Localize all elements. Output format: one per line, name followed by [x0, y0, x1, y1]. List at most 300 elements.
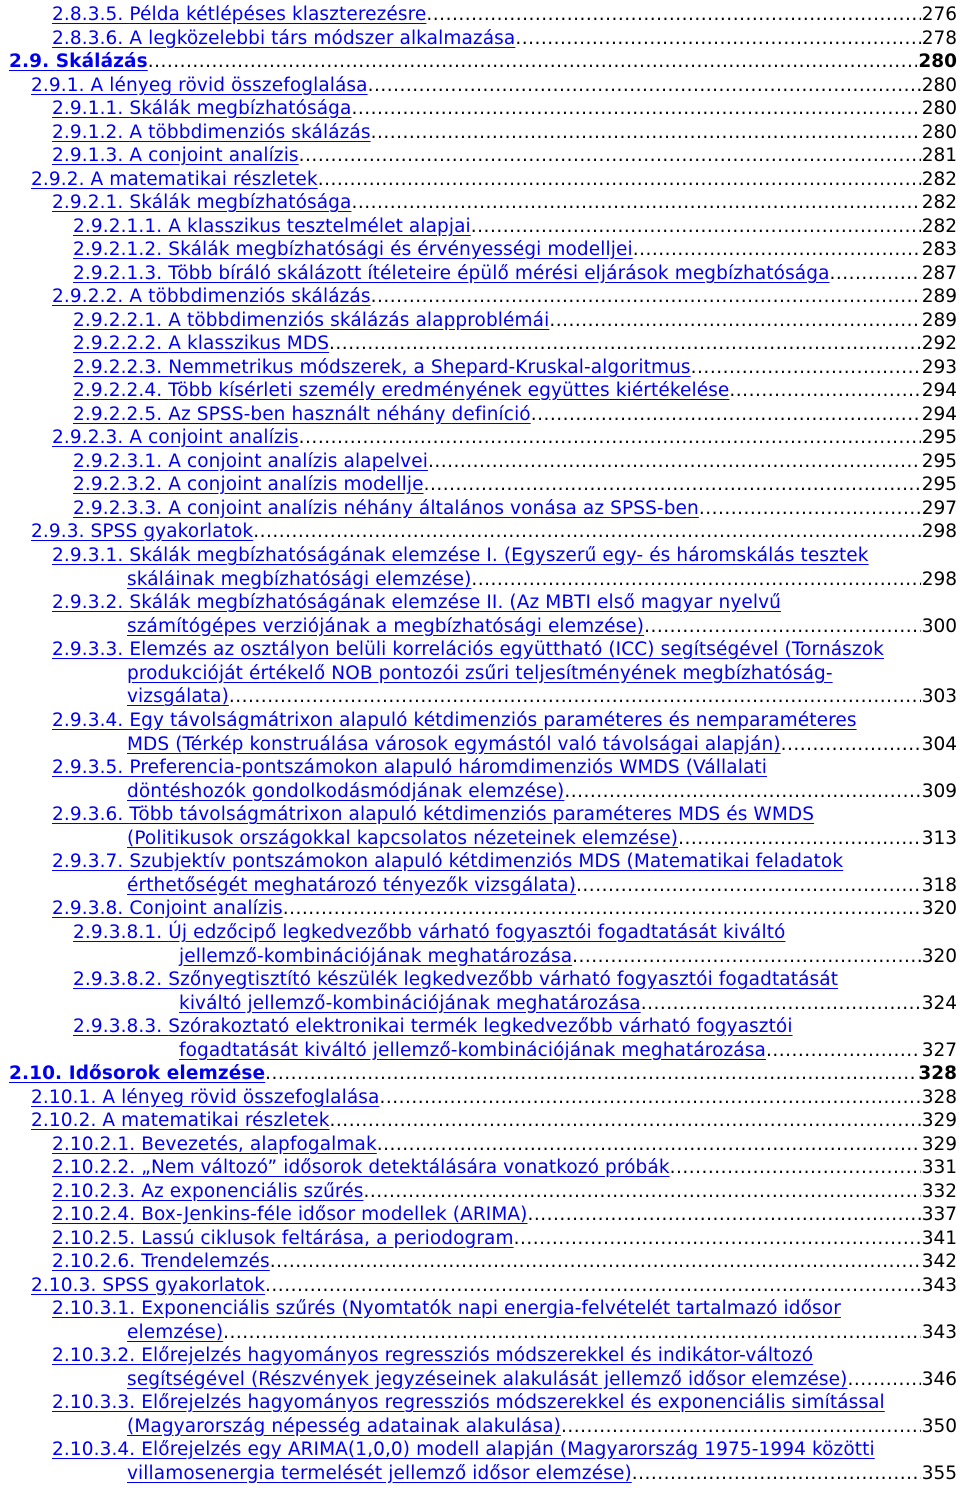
leader-dots: [223, 1321, 921, 1345]
toc-entry-page: 343: [921, 1321, 957, 1343]
toc-entry[interactable]: [0, 850, 957, 897]
toc-entry-link[interactable]: [52, 709, 857, 733]
toc-entry[interactable]: [0, 3, 957, 27]
toc-entry-page: 280: [918, 51, 957, 72]
toc-entry-number: 2.10.3.3.: [52, 1392, 142, 1413]
toc-entry-title: Exponenciális szűrés (Nyomtatók napi energia-felvételét tartalmazó idősor: [141, 1298, 841, 1319]
toc-entry-page: 343: [921, 1275, 957, 1296]
toc-entry-link[interactable]: [52, 544, 869, 568]
toc-entry-title: A klasszikus MDS: [168, 333, 330, 354]
leader-dots: [531, 403, 921, 427]
toc-entry-link[interactable]: elemzése): [127, 1321, 224, 1343]
toc-entry-link[interactable]: [52, 897, 283, 921]
toc-entry-number: 2.10.: [9, 1063, 69, 1084]
toc-entry-title: SPSS gyakorlatok: [90, 521, 254, 542]
toc-entry-link[interactable]: (Magyarország népesség adatainak alakulása): [127, 1415, 561, 1437]
toc-entry-page: 350: [921, 1415, 957, 1437]
toc-entry-link[interactable]: [73, 238, 633, 262]
toc-entry[interactable]: [0, 1180, 957, 1204]
toc-entry-link[interactable]: [52, 803, 814, 827]
toc-entry-line: [127, 1368, 957, 1392]
toc-entry-line: [52, 1391, 885, 1415]
toc-entry[interactable]: [0, 27, 957, 51]
toc-entry-number: 2.9.3.7.: [52, 851, 130, 872]
leader-dots: [847, 1368, 920, 1392]
toc-entry-line: [127, 1321, 957, 1345]
toc-entry-page: 342: [921, 1251, 957, 1272]
leader-dots: [351, 97, 920, 121]
toc-entry-number: 2.9.2.2.4.: [73, 380, 169, 401]
leader-dots: [424, 473, 921, 497]
leader-dots: [265, 1062, 917, 1086]
toc-entry-page: 282: [921, 192, 957, 213]
toc-entry-title: Szőnyegtisztító készülék legkedvezőbb várható fogyasztói fogadtatását: [168, 969, 839, 990]
toc-entry[interactable]: [0, 50, 957, 74]
toc-entry-page: 324: [921, 992, 957, 1014]
toc-entry-link[interactable]: [9, 50, 148, 74]
toc-entry-title: Skálák megbízhatósági és érvényességi modelljei: [168, 239, 633, 260]
leader-dots: [564, 780, 920, 804]
toc-entry-line: [52, 756, 767, 780]
toc-entry-title: „Nem változó” idősorok detektálására vonatkozó próbák: [141, 1157, 670, 1178]
toc-entry[interactable]: [0, 97, 957, 121]
toc-entry[interactable]: [0, 921, 957, 968]
toc-entry-line: [52, 1344, 813, 1368]
toc-entry-number: 2.9.2.2.5.: [73, 404, 169, 425]
toc-entry-link[interactable]: [31, 1274, 265, 1298]
toc-entry-number: 2.10.2.1.: [52, 1134, 142, 1155]
toc-entry-number: 2.9.2.3.2.: [73, 474, 169, 495]
toc-entry-line: [52, 803, 814, 827]
leader-dots: [699, 497, 921, 521]
toc-entry-title: Előrejelzés egy ARIMA(1,0,0) modell alapján (Magyarország 1975-1994 közötti: [141, 1439, 875, 1460]
toc-entry-title: Bevezetés, alapfogalmak: [141, 1134, 377, 1155]
toc-entry-line: [52, 591, 781, 615]
leader-dots: [318, 168, 921, 192]
toc-entry-number: 2.9.3.8.2.: [73, 969, 169, 990]
leader-dots: [253, 520, 921, 544]
toc-entry-link[interactable]: [52, 191, 351, 215]
toc-entry-number: 2.8.3.5.: [52, 4, 130, 25]
toc-entry-link[interactable]: [73, 1015, 793, 1039]
leader-dots: [283, 897, 921, 921]
toc-entry-page: 276: [921, 4, 957, 25]
toc-entry-title: Egy távolságmátrixon alapuló kétdimenziós paraméteres és nemparaméteres: [129, 710, 857, 731]
toc-entry-number: 2.9.3.1.: [52, 545, 130, 566]
toc-entry-link[interactable]: jellemző-kombinációjának meghatározása: [179, 945, 573, 967]
toc-entry-line: [73, 968, 838, 992]
toc-entry-title: A conjoint analízis: [129, 145, 299, 166]
toc-entry-title: Skálázás: [55, 51, 148, 72]
toc-entry-title: A klasszikus tesztelmélet alapjai: [168, 216, 471, 237]
toc-entry-line: [52, 1438, 875, 1462]
toc-entry-number: 2.9.3.2.: [52, 592, 130, 613]
leader-dots: [299, 144, 921, 168]
toc-entry-number: 2.9.1.1.: [52, 98, 130, 119]
toc-entry-title: Több kísérleti személy eredményének együttes kiértékelése: [168, 380, 730, 401]
toc-entry-number: 2.10.2.2.: [52, 1157, 142, 1178]
toc-entry-link[interactable]: [73, 450, 428, 474]
toc-entry-page: 282: [921, 169, 957, 190]
toc-entry-page: 295: [921, 474, 957, 495]
toc-entry-link[interactable]: [52, 638, 884, 662]
toc-entry-number: 2.9.3.3.: [52, 639, 130, 660]
toc-entry-title: Box-Jenkins-féle idősor modellek (ARIMA): [141, 1204, 528, 1225]
leader-dots: [691, 356, 921, 380]
toc-entry-title: A legközelebbi társ módszer alkalmazása: [129, 28, 516, 49]
toc-entry-link[interactable]: érthetőségét meghatározó tényezők vizsgálata): [127, 874, 577, 896]
toc-entry-link[interactable]: [52, 27, 515, 51]
toc-entry[interactable]: [0, 1344, 957, 1391]
toc-entry-number: 2.9.: [9, 51, 56, 72]
toc-entry-page: 329: [921, 1134, 957, 1155]
toc-entry-line: [127, 662, 957, 686]
toc-entry-title: Skálák megbízhatósága: [129, 192, 352, 213]
leader-dots: [549, 309, 920, 333]
toc-entry-link[interactable]: [52, 121, 371, 145]
toc-entry-line: [179, 992, 957, 1016]
toc-entry-link[interactable]: [52, 1180, 363, 1204]
toc-entry[interactable]: [0, 1227, 957, 1251]
toc-entry-page: 294: [921, 380, 957, 401]
toc-entry-number: 2.10.2.4.: [52, 1204, 142, 1225]
leader-dots: [428, 450, 921, 474]
toc-entry-line: [127, 733, 957, 757]
toc-entry[interactable]: [0, 121, 957, 145]
toc-entry-number: 2.9.2.1.1.: [73, 216, 169, 237]
toc-entry-link[interactable]: [52, 1156, 670, 1180]
toc-entry-link[interactable]: [52, 1227, 514, 1251]
toc-entry-number: 2.10.3.2.: [52, 1345, 142, 1366]
toc-entry-title: A matematikai részletek: [90, 169, 318, 190]
toc-entry[interactable]: [0, 215, 957, 239]
toc-entry-line: [127, 615, 957, 639]
toc-entry-link[interactable]: vizsgálata): [127, 686, 229, 708]
toc-entry-title: A lényeg rövid összefoglalása: [90, 75, 368, 96]
toc-entry[interactable]: [0, 379, 957, 403]
toc-entry-link[interactable]: számítógépes verziójának a megbízhatósági elemzése): [127, 615, 645, 637]
toc-entry-title: Elemzés az osztályon belüli korrelációs együttható (ICC) segítségével (Tornászok: [129, 639, 884, 660]
toc-entry[interactable]: [0, 497, 957, 521]
toc-entry[interactable]: [0, 756, 957, 803]
toc-entry-number: 2.10.3.1.: [52, 1298, 142, 1319]
toc-entry-link[interactable]: [73, 473, 424, 497]
toc-entry-title: Előrejelzés hagyományos regressziós módszerekkel és exponenciális simítással: [141, 1392, 885, 1413]
toc-entry-link[interactable]: villamosenergia termelését jellemző idősor elemzése): [127, 1462, 632, 1484]
toc-entry-title: Több bíráló skálázott ítéleteire épülő mérési eljárások megbízhatósága: [168, 263, 830, 284]
toc-entry-link[interactable]: [52, 1297, 841, 1321]
toc-entry-title: Előrejelzés hagyományos regressziós módszerekkel és indikátor-változó: [141, 1345, 814, 1366]
toc-entry-line: [52, 1297, 841, 1321]
toc-entry-title: Nemmetrikus módszerek, a Shepard-Kruskal-algoritmus: [168, 357, 691, 378]
toc-entry-number: 2.9.1.2.: [52, 122, 130, 143]
toc-entry-title: A conjoint analízis: [129, 427, 299, 448]
toc-entry-link[interactable]: [52, 1250, 270, 1274]
toc-entry-link[interactable]: [73, 379, 729, 403]
toc-entry-page: 337: [921, 1204, 957, 1225]
toc-entry-page: 341: [921, 1228, 957, 1249]
leader-dots: [766, 1039, 921, 1063]
leader-dots: [576, 874, 921, 898]
toc-entry[interactable]: [0, 1156, 957, 1180]
leader-dots: [368, 74, 921, 98]
leader-dots: [471, 215, 921, 239]
toc-entry-page: 298: [921, 568, 957, 590]
toc-entry-page: 329: [921, 1110, 957, 1131]
leader-dots: [644, 615, 921, 639]
toc-entry-link[interactable]: [9, 1062, 265, 1086]
toc-entry-link[interactable]: [73, 403, 531, 427]
toc-entry-title: SPSS gyakorlatok: [102, 1275, 266, 1296]
toc-entry-number: 2.10.2.3.: [52, 1181, 142, 1202]
toc-entry-title: Preferencia-pontszámokon alapuló háromdimenziós WMDS (Vállalati: [129, 757, 767, 778]
toc-entry-link[interactable]: [52, 850, 843, 874]
toc-entry-number: 2.8.3.6.: [52, 28, 130, 49]
toc-entry-title: A többdimenziós skálázás: [129, 122, 371, 143]
toc-entry[interactable]: [0, 1438, 957, 1485]
toc-entry-page: 297: [921, 498, 957, 519]
toc-entry-title: A conjoint analízis modellje: [168, 474, 424, 495]
toc-entry-number: 2.9.2.1.: [52, 192, 130, 213]
toc-entry[interactable]: [0, 426, 957, 450]
toc-entry-title: Skálák megbízhatóságának elemzése I. (Egyszerű egy- és háromskálás tesztek: [129, 545, 869, 566]
toc-entry[interactable]: [0, 1062, 957, 1086]
toc-entry[interactable]: [0, 74, 957, 98]
toc-entry-title: A conjoint analízis néhány általános vonása az SPSS-ben: [168, 498, 699, 519]
toc-entry-link[interactable]: [52, 285, 371, 309]
toc-entry-title: Trendelemzés: [141, 1251, 270, 1272]
toc-entry-number: 2.9.2.3.1.: [73, 451, 169, 472]
toc-entry-page: 318: [921, 874, 957, 896]
leader-dots: [830, 262, 921, 286]
toc-entry-page: 294: [921, 404, 957, 425]
toc-entry-line: [73, 1015, 793, 1039]
toc-entry-link[interactable]: [52, 97, 351, 121]
toc-entry-page: 280: [921, 75, 957, 96]
toc-entry[interactable]: [0, 638, 957, 709]
toc-entry-title: Idősorok elemzése: [68, 1063, 266, 1084]
toc-entry-page: 295: [921, 451, 957, 472]
toc-entry-title: Az exponenciális szűrés: [141, 1181, 364, 1202]
toc-entry-page: 278: [921, 28, 957, 49]
toc-entry[interactable]: [0, 1086, 957, 1110]
toc-entry-number: 2.9.2.1.3.: [73, 263, 169, 284]
leader-dots: [330, 1109, 921, 1133]
toc-entry-line: [52, 544, 869, 568]
toc-entry-page: 327: [921, 1039, 957, 1061]
toc-entry[interactable]: [0, 1203, 957, 1227]
toc-entry-link[interactable]: segítségével (Részvények jegyzéseinek alakulását jellemző idősor elemzése): [127, 1368, 848, 1390]
leader-dots: [514, 1227, 921, 1251]
toc-entry[interactable]: [0, 191, 957, 215]
toc-entry-link[interactable]: [52, 591, 781, 615]
toc-entry-link[interactable]: [52, 426, 299, 450]
toc-entry[interactable]: [0, 803, 957, 850]
toc-entry-link[interactable]: produkcióját értékelő NOB pontozói zsűri teljesítményének megbízhatóság-: [127, 662, 833, 684]
toc-entry-number: 2.10.3.: [31, 1275, 103, 1296]
toc-entry-line: [127, 1462, 957, 1486]
toc-entry-link[interactable]: [73, 309, 549, 333]
toc-entry-title: Conjoint analízis: [129, 898, 283, 919]
leader-dots: [781, 733, 921, 757]
toc-entry-line: [52, 850, 843, 874]
toc-entry[interactable]: [0, 238, 957, 262]
toc-entry-page: 304: [921, 733, 957, 755]
toc-entry-number: 2.9.1.: [31, 75, 91, 96]
leader-dots: [515, 27, 920, 51]
toc-entry-page: 355: [921, 1462, 957, 1484]
toc-entry-link[interactable]: [52, 756, 767, 780]
toc-entry-title: A conjoint analízis alapelvei: [168, 451, 428, 472]
leader-dots: [265, 1274, 921, 1298]
toc-entry[interactable]: [0, 473, 957, 497]
toc-entry-link[interactable]: [73, 921, 785, 945]
toc-entry-number: 2.9.2.2.3.: [73, 357, 169, 378]
toc-entry-link[interactable]: [73, 356, 691, 380]
toc-entry-page: 313: [921, 827, 957, 849]
leader-dots: [363, 1180, 920, 1204]
toc-entry-page: 320: [921, 898, 957, 919]
toc-entry[interactable]: [0, 168, 957, 192]
toc-entry-line: [179, 945, 957, 969]
leader-dots: [670, 1156, 921, 1180]
leader-dots: [148, 50, 918, 74]
toc-entry-link[interactable]: [52, 1133, 377, 1157]
toc-entry-number: 2.9.2.2.: [52, 286, 130, 307]
toc-entry-link[interactable]: [31, 74, 368, 98]
toc-entry-page: 292: [921, 333, 957, 354]
toc-entry-link[interactable]: [73, 262, 830, 286]
leader-dots: [379, 1086, 920, 1110]
toc-entry-page: 283: [921, 239, 957, 260]
toc-entry-number: 2.10.3.4.: [52, 1439, 142, 1460]
toc-entry-link[interactable]: [73, 215, 471, 239]
toc-entry[interactable]: [0, 285, 957, 309]
toc-entry-page: 320: [921, 945, 957, 967]
toc-entry-line: [127, 874, 957, 898]
toc-entry-link[interactable]: [73, 497, 699, 521]
toc-entry-link[interactable]: [52, 3, 426, 27]
toc-entry-link[interactable]: (Politikusok országokkal kapcsolatos nézeteinek elemzése): [127, 827, 679, 849]
toc-entry[interactable]: [0, 1297, 957, 1344]
toc-entry[interactable]: [0, 520, 957, 544]
toc-entry-link[interactable]: [52, 1203, 528, 1227]
toc-entry-link[interactable]: [73, 332, 329, 356]
toc-entry-page: 287: [921, 263, 957, 284]
toc-entry-page: 281: [921, 145, 957, 166]
toc-entry-number: 2.9.2.3.: [52, 427, 130, 448]
toc-entry-link[interactable]: [31, 1086, 379, 1110]
toc-entry-page: 300: [921, 615, 957, 637]
toc-entry-number: 2.10.2.5.: [52, 1228, 142, 1249]
toc-entry[interactable]: [0, 591, 957, 638]
toc-entry-title: Több távolságmátrixon alapuló kétdimenziós paraméteres MDS és WMDS: [129, 804, 815, 825]
toc-entry-line: [127, 685, 957, 709]
toc-entry[interactable]: [0, 544, 957, 591]
toc-entry[interactable]: [0, 144, 957, 168]
toc-entry-line: [127, 827, 957, 851]
toc-entry[interactable]: [0, 1109, 957, 1133]
toc-entry-link[interactable]: [73, 968, 838, 992]
toc-entry-line: [52, 638, 884, 662]
toc-entry-link[interactable]: [52, 144, 299, 168]
toc-entry-number: 2.9.3.: [31, 521, 91, 542]
toc-entry-number: 2.10.2.6.: [52, 1251, 142, 1272]
toc-entry-line: [127, 1415, 957, 1439]
toc-entry-page: 303: [921, 686, 957, 708]
toc-entry-title: Példa kétlépéses klaszterezésre: [129, 4, 427, 25]
toc-entry[interactable]: [0, 356, 957, 380]
toc-entry[interactable]: [0, 968, 957, 1015]
toc-entry[interactable]: [0, 709, 957, 756]
toc-entry-number: 2.9.2.1.2.: [73, 239, 169, 260]
toc-entry[interactable]: [0, 1015, 957, 1062]
toc-entry-title: A többdimenziós skálázás: [129, 286, 371, 307]
toc-entry[interactable]: [0, 1274, 957, 1298]
toc-entry-page: 328: [918, 1063, 957, 1084]
toc-entry[interactable]: [0, 450, 957, 474]
leader-dots: [329, 332, 921, 356]
toc-entry-link[interactable]: [52, 1438, 875, 1462]
toc-entry-page: 293: [921, 357, 957, 378]
toc-entry-link[interactable]: fogadtatását kiváltó jellemző-kombinációjának meghatározása: [179, 1039, 766, 1061]
toc-entry-line: [52, 709, 857, 733]
toc-entry-link[interactable]: MDS (Térkép konstruálása városok egymástól való távolságai alapján): [127, 733, 781, 755]
toc-entry-page: 295: [921, 427, 957, 448]
toc-entry-link[interactable]: [31, 168, 318, 192]
toc-entry-link[interactable]: [52, 1391, 885, 1415]
toc-entry[interactable]: [0, 403, 957, 427]
toc-entry-page: 282: [921, 216, 957, 237]
toc-entry-number: 2.9.3.4.: [52, 710, 130, 731]
toc-entry-link[interactable]: döntéshozók gondolkodásmódjának elemzése): [127, 780, 565, 802]
leader-dots: [528, 1203, 921, 1227]
leader-dots: [371, 121, 921, 145]
toc-entry-number: 2.9.3.6.: [52, 804, 130, 825]
toc-entry-link[interactable]: [52, 1344, 813, 1368]
toc-entry-line: [179, 1039, 957, 1063]
toc-entry-number: 2.9.3.8.: [52, 898, 130, 919]
toc-entry-title: Skálák megbízhatósága: [129, 98, 352, 119]
toc-entry-page: 332: [921, 1181, 957, 1202]
toc-entry-number: 2.9.2.: [31, 169, 91, 190]
toc-entry-link[interactable]: [31, 1109, 330, 1133]
toc-entry-page: 309: [921, 780, 957, 802]
leader-dots: [371, 285, 921, 309]
toc-entry-link[interactable]: skáláinak megbízhatósági elemzése): [127, 568, 472, 590]
toc-entry-title: Szubjektív pontszámokon alapuló kétdimenziós MDS (Matematikai feladatok: [129, 851, 844, 872]
leader-dots: [729, 379, 920, 403]
toc-entry-number: 2.9.2.2.2.: [73, 333, 169, 354]
toc-entry-line: [73, 921, 785, 945]
toc-entry-number: 2.9.3.5.: [52, 757, 130, 778]
toc-entry[interactable]: [0, 1250, 957, 1274]
toc-entry[interactable]: [0, 1391, 957, 1438]
toc-entry[interactable]: [0, 1133, 957, 1157]
leader-dots: [229, 685, 921, 709]
toc-entry-page: 328: [921, 1087, 957, 1108]
toc-entry-number: 2.9.1.3.: [52, 145, 130, 166]
toc-entry[interactable]: [0, 309, 957, 333]
toc-entry-link[interactable]: kiváltó jellemző-kombinációjának meghatározása: [179, 992, 641, 1014]
toc-entry-link[interactable]: [31, 520, 253, 544]
toc-entry[interactable]: [0, 897, 957, 921]
toc-entry[interactable]: [0, 262, 957, 286]
toc-entry-page: 298: [921, 521, 957, 542]
toc-entry[interactable]: [0, 332, 957, 356]
toc-entry-page: 280: [921, 98, 957, 119]
toc-entry-line: [127, 568, 957, 592]
